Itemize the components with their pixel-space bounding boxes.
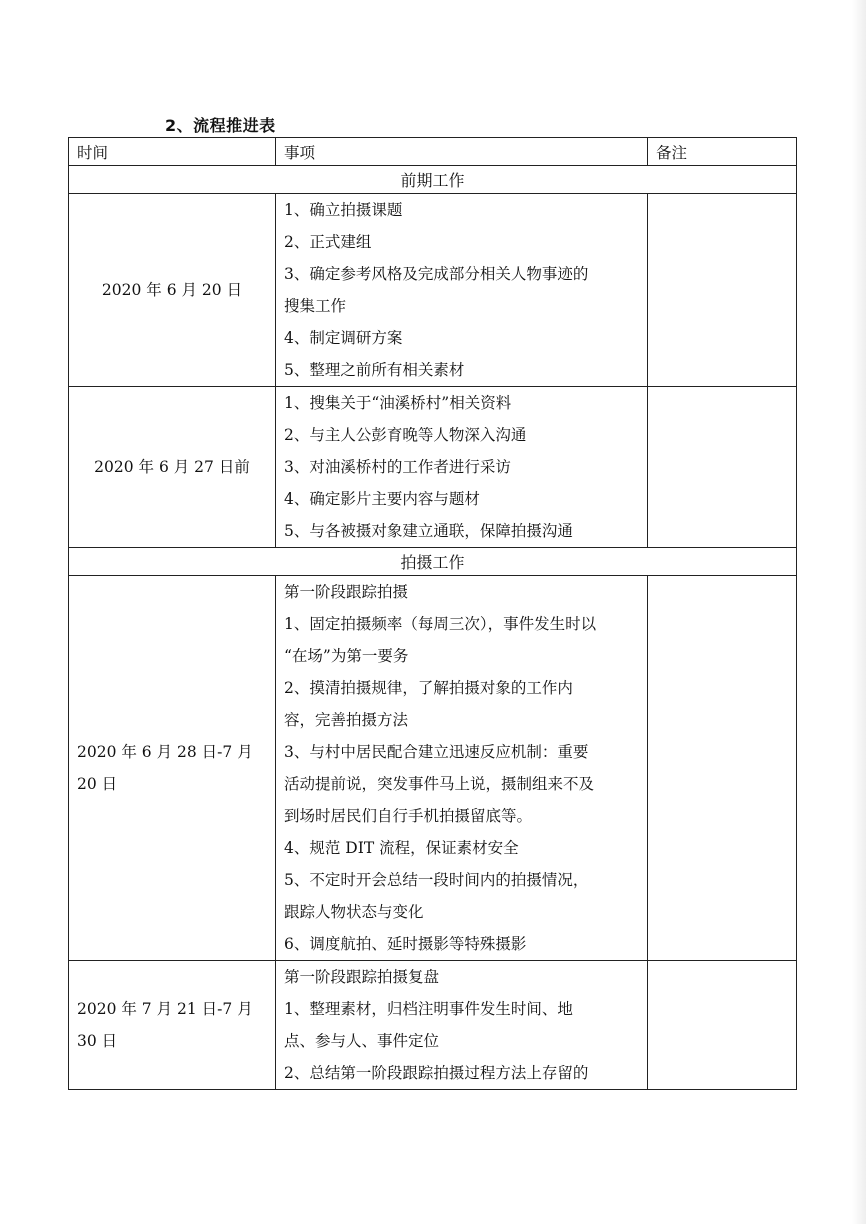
section-row-shooting [69, 548, 797, 576]
row-note [648, 961, 797, 1090]
column-header-items: 事项 [276, 138, 648, 166]
item-line: 5、不定时开会总结一段时间内的拍摄情况， [284, 871, 589, 889]
item-line: 第一阶段跟踪拍摄 [284, 583, 409, 601]
row-date [69, 961, 276, 1090]
column-header-notes: 备注 [648, 138, 797, 166]
process-schedule-table [68, 137, 797, 1090]
table-row [69, 387, 797, 548]
date-line: 20 日 [77, 775, 118, 793]
item-line: 1、固定拍摄频率（每周三次），事件发生时以 [284, 615, 597, 633]
section-title-preliminary: 前期工作 [69, 166, 797, 194]
item-line: 4、确定影片主要内容与题材 [284, 490, 480, 508]
date-line: 30 日 [77, 1032, 118, 1050]
section-row-preliminary [69, 166, 797, 194]
table-row [69, 961, 797, 1090]
item-line: 2、正式建组 [284, 233, 372, 251]
row-items [276, 576, 648, 961]
row-date [69, 576, 276, 961]
item-line: 跟踪人物状态与变化 [284, 903, 424, 921]
item-line: 3、确定参考风格及完成部分相关人物事迹的 [284, 265, 589, 283]
row-note [648, 387, 797, 548]
item-line: 3、与村中居民配合建立迅速反应机制：重要 [284, 743, 589, 761]
item-line: 2、摸清拍摄规律，了解拍摄对象的工作内 [284, 679, 573, 697]
table-row [69, 576, 797, 961]
section-heading: 2、流程推进表 [165, 116, 276, 135]
item-line: 2、与主人公彭育晚等人物深入沟通 [284, 426, 527, 444]
item-line: 4、规范 DIT 流程，保证素材安全 [284, 839, 519, 857]
date-line: 2020 年 7 月 21 日-7 月 [77, 1000, 253, 1018]
section-title-shooting: 拍摄工作 [69, 548, 797, 576]
item-line: 1、搜集关于“油溪桥村”相关资料 [284, 394, 512, 412]
row-items [276, 387, 648, 548]
row-date: 2020 年 6 月 27 日前 [69, 387, 276, 548]
row-items [276, 961, 648, 1090]
table-row [69, 194, 797, 387]
row-note [648, 576, 797, 961]
item-line: 5、与各被摄对象建立通联，保障拍摄沟通 [284, 522, 573, 540]
item-line: 6、调度航拍、延时摄影等特殊摄影 [284, 935, 527, 953]
table-header-row [69, 138, 797, 166]
page-edge-shadow [852, 0, 866, 1224]
item-line: 到场时居民们自行手机拍摄留底等。 [284, 807, 533, 825]
row-date: 2020 年 6 月 20 日 [69, 194, 276, 387]
item-line: 搜集工作 [284, 297, 347, 315]
item-line: 3、对油溪桥村的工作者进行采访 [284, 458, 511, 476]
item-line: 第一阶段跟踪拍摄复盘 [284, 968, 440, 986]
item-line: 1、整理素材，归档注明事件发生时间、地 [284, 1000, 573, 1018]
item-line: 活动提前说，突发事件马上说，摄制组来不及 [284, 775, 595, 793]
item-line: 2、总结第一阶段跟踪拍摄过程方法上存留的 [284, 1064, 589, 1082]
row-items [276, 194, 648, 387]
row-note [648, 194, 797, 387]
item-line: 点、参与人、事件定位 [284, 1032, 440, 1050]
item-line: “在场”为第一要务 [284, 647, 409, 665]
item-line: 5、整理之前所有相关素材 [284, 361, 465, 379]
date-line: 2020 年 6 月 28 日-7 月 [77, 743, 253, 761]
column-header-time: 时间 [69, 138, 276, 166]
item-line: 1、确立拍摄课题 [284, 201, 403, 219]
item-line: 4、制定调研方案 [284, 329, 403, 347]
item-line: 容，完善拍摄方法 [284, 711, 409, 729]
